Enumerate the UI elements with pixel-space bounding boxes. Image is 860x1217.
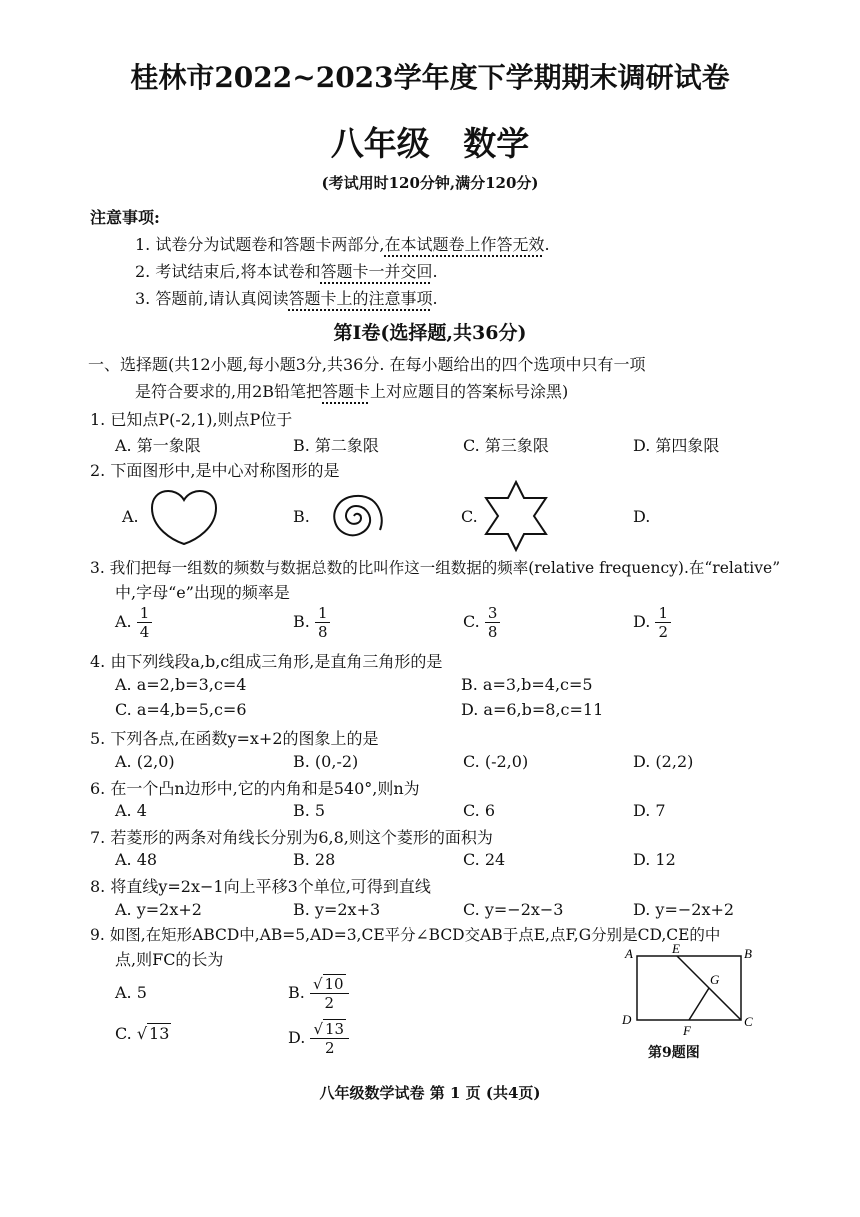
q5-stem: 5. 下列各点,在函数y=x+2的图象上的是 xyxy=(90,729,379,748)
q7-option-b: B. 28 xyxy=(293,850,336,869)
q7-option-c: C. 24 xyxy=(463,850,506,869)
q6-option-b: B. 5 xyxy=(293,801,326,820)
q6-option-c: C. 6 xyxy=(463,801,496,820)
q9-option-c: C. √ 13 xyxy=(115,1024,170,1043)
q2-stem: 2. 下面图形中,是中心对称图形的是 xyxy=(90,461,340,480)
rectangle-abcd-figure xyxy=(615,944,765,1040)
section-intro-line1: 一、选择题(共12小题,每小题3分,共36分. 在每小题给出的四个选项中只有一项 xyxy=(88,355,646,374)
notice-heading: 注意事项: xyxy=(90,208,160,227)
q8-option-a: A. y=2x+2 xyxy=(115,900,202,919)
q3-option-d: D. $\frac{1}{2}$ xyxy=(633,604,671,641)
q2-option-d: D. xyxy=(633,507,651,526)
q1-option-a: A. 第一象限 xyxy=(115,436,201,455)
q7-stem: 7. 若菱形的两条对角线长分别为6,8,则这个菱形的面积为 xyxy=(90,828,493,847)
rectangle-abcd xyxy=(637,956,741,1020)
q1-option-d: D. 第四象限 xyxy=(633,436,720,455)
q3-stem-line2: 中,字母“e”出现的频率是 xyxy=(115,583,290,602)
q3-option-a: A. $\frac{1}{4}$ xyxy=(115,604,152,641)
figure-caption: 第9题图 xyxy=(648,1045,700,1061)
label-d: D xyxy=(622,1012,632,1027)
page-footer: 八年级数学试卷 第 1 页 (共4页) xyxy=(319,1084,541,1102)
exam-subtitle: 八年级 数学 xyxy=(330,124,530,163)
exam-title: 桂林市2022~2023学年度下学期期末调研试卷 xyxy=(130,61,730,94)
q4-option-c: C. a=4,b=5,c=6 xyxy=(115,700,247,719)
q7-option-a: A. 48 xyxy=(115,850,158,869)
label-e: E xyxy=(672,944,680,956)
q9-stem-line1: 9. 如图,在矩形ABCD中,AB=5,AD=3,CE平分∠BCD交AB于点E,点F,G分别是CD,CE的中 xyxy=(90,926,721,944)
label-g: G xyxy=(710,972,720,987)
q8-option-d: D. y=−2x+2 xyxy=(633,900,735,919)
section-intro-line2: 是符合要求的,用2B铅笔把答题卡上对应题目的答案标号涂黑) xyxy=(135,382,569,401)
q4-option-b: B. a=3,b=4,c=5 xyxy=(461,675,593,694)
q6-stem: 6. 在一个凸n边形中,它的内角和是540°,则n为 xyxy=(90,779,420,798)
q9-option-a: A. 5 xyxy=(115,983,147,1002)
q3-stem-line1: 3. 我们把每一组数的频数与数据总数的比叫作这一组数据的频率(relative frequency).在“relative” xyxy=(90,559,781,577)
q7-option-d: D. 12 xyxy=(633,850,676,869)
q5-option-c: C. (-2,0) xyxy=(463,752,529,771)
q1-stem: 1. 已知点P(-2,1),则点P位于 xyxy=(90,410,293,429)
q1-option-c: C. 第三象限 xyxy=(463,436,549,455)
q9-option-b: B. $\frac{√ 10}{2}$ xyxy=(288,975,349,1012)
q6-option-a: A. 4 xyxy=(115,801,147,820)
q8-option-c: C. y=−2x−3 xyxy=(463,900,564,919)
q9-stem-line2: 点,则FC的长为 xyxy=(115,950,224,969)
q5-option-b: B. (0,-2) xyxy=(293,752,359,771)
q4-option-a: A. a=2,b=3,c=4 xyxy=(115,675,247,694)
q9-option-d: D. $\frac{√ 13}{2}$ xyxy=(288,1020,349,1057)
exam-info: (考试用时120分钟,满分120分) xyxy=(321,174,539,192)
six-pointed-star-figure xyxy=(482,480,550,552)
spiral-figure xyxy=(318,486,390,546)
q8-stem: 8. 将直线y=2x−1向上平移3个单位,可得到直线 xyxy=(90,877,431,896)
label-c: C xyxy=(744,1014,753,1029)
q3-option-c: C. $\frac{3}{8}$ xyxy=(463,604,500,641)
q3-option-b: B. $\frac{1}{8}$ xyxy=(293,604,330,641)
notice-item-3: 3. 答题前,请认真阅读答题卡上的注意事项. xyxy=(135,289,438,308)
q5-option-a: A. (2,0) xyxy=(115,752,175,771)
heart-figure xyxy=(148,486,220,546)
section-title: 第Ⅰ卷(选择题,共36分) xyxy=(333,322,527,344)
q4-stem: 4. 由下列线段a,b,c组成三角形,是直角三角形的是 xyxy=(90,652,443,671)
q6-option-d: D. 7 xyxy=(633,801,666,820)
q2-option-b: B. xyxy=(293,507,310,526)
q2-option-c: C. xyxy=(461,507,478,526)
label-f: F xyxy=(683,1023,691,1038)
label-b: B xyxy=(744,946,752,961)
notice-item-1: 1. 试卷分为试题卷和答题卡两部分,在本试题卷上作答无效. xyxy=(135,235,550,254)
q1-option-b: B. 第二象限 xyxy=(293,436,379,455)
label-a: A xyxy=(625,946,633,961)
q4-option-d: D. a=6,b=8,c=11 xyxy=(461,700,604,719)
q5-option-d: D. (2,2) xyxy=(633,752,694,771)
notice-item-2: 2. 考试结束后,将本试卷和答题卡一并交回. xyxy=(135,262,438,281)
q2-option-a: A. xyxy=(122,507,139,526)
q8-option-b: B. y=2x+3 xyxy=(293,900,381,919)
segment-fg xyxy=(689,988,709,1020)
